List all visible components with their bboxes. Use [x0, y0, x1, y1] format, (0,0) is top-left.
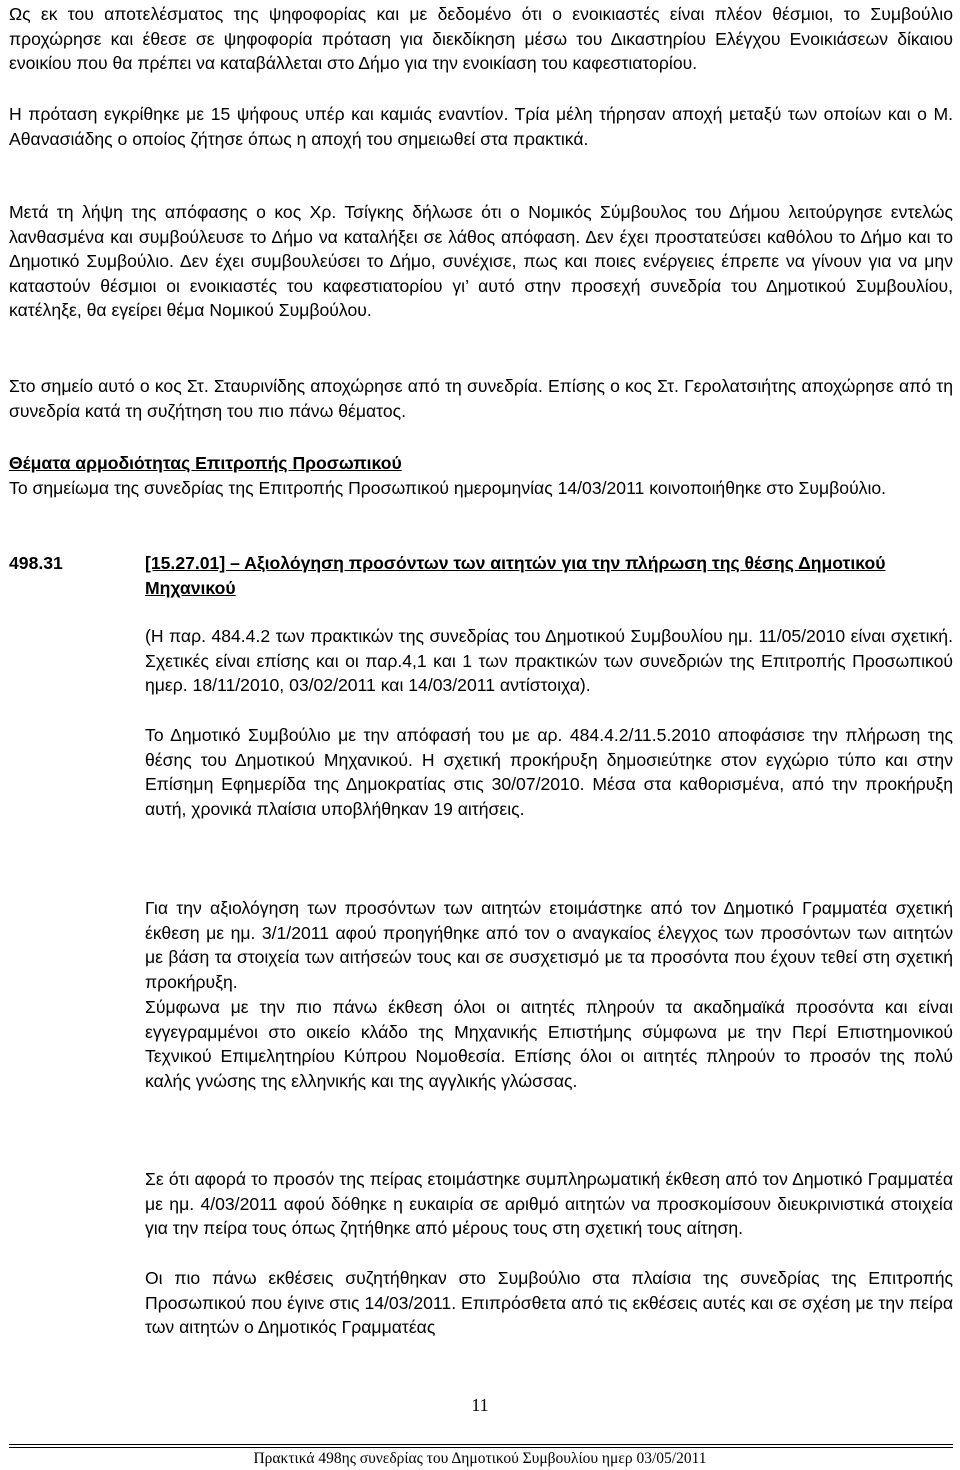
footer-divider-inner — [9, 1447, 953, 1448]
footer-divider — [9, 1444, 953, 1445]
paragraph-proposal-approved: Η πρόταση εγκρίθηκε με 15 ψήφους υπέρ και καμιάς εναντίον. Τρία μέλη τήρησαν αποχή μεταξύ των οποίων και ο Μ. Αθανασιάδης ο οποίος ζήτησε όπως η αποχή του σημειωθεί στα πρακτικά. — [9, 104, 953, 149]
section-heading: Θέματα αρμοδιότητας Επιτροπής Προσωπικού — [9, 453, 402, 473]
paragraph-council-decision: Το Δημοτικό Συμβούλιο με την απόφασή του με αρ. 484.4.2/11.5.2010 αποφάσισε την πλήρωση της θέσης του Δημοτικού Μηχανικού. Η σχετική προκήρυξη δημοσιεύτηκε στον εγχώριο τύπο και στην Επίσημη Εφημερίδα της Δημοκρατίας στις 30/07/2010. Μέσα στα καθορισμένα, από την προκήρυξη αυτή, χρονικά πλαίσια υποβλήθηκαν 19 αιτήσεις. — [145, 725, 953, 819]
page-number: 11 — [471, 1395, 489, 1415]
paragraph-committee-note: Το σημείωμα της συνεδρίας της Επιτροπής Προσωπικού ημερομηνίας 14/03/2011 κοινοποιήθηκε στο Συμβούλιο. — [9, 478, 887, 498]
paragraph-academic-qualifications: Σύμφωνα με την πιο πάνω έκθεση όλοι οι αιτητές πληρούν τα ακαδημαϊκά προσόντα και είναι εγγεγραμμένοι στο οικείο κλάδο της Μηχανικής Επιστήμης σύμφωνα με την Περί Επιστημονικού Τεχνικού Επιμελητηρίου Κύπρου Νομοθεσία. Επίσης όλοι οι αιτητές πληρούν το προσόν της πολύ καλής γνώσης της ελληνικής και της αγγλικής γλώσσας. — [145, 997, 953, 1091]
item-title: [15.27.01] – Αξιολόγηση προσόντων των αιτητών για την πλήρωση της θέσης Δημοτικού Μηχανικού — [145, 553, 886, 598]
paragraph-vote-outcome: Ως εκ του αποτελέσματος της ψηφοφορίας και με δεδομένο ότι ο ενοικιαστές είναι πλέον θέσμιοι, το Συμβούλιο προχώρησε και έθεσε σε ψηφοφορία πρόταση για διεκδίκηση μέσω του Δικαστηρίου Ελέγχου Ενοικιάσεων δίκαιου ενοικίου που θα πρέπει να καταβάλλεται στο Δήμο για την ενοικίαση του καφεστιατορίου. — [9, 4, 953, 74]
paragraph-evaluation-report: Για την αξιολόγηση των προσόντων των αιτητών ετοιμάστηκε από τον Δημοτικό Γραμματέα σχετική έκθεση με ημ. 3/1/2011 αφού προηγήθηκε από τον ο αναγκαίος έλεγχος των προσόντων των αιτητών με βάση τα στοιχεία των αιτήσεών τους και σε συσχετισμό με τα προσόντα που έχουν τεθεί στη σχετική προκήρυξη. — [145, 898, 953, 992]
item-number: 498.31 — [9, 553, 63, 573]
page-footer: Πρακτικά 498ης συνεδρίας του Δημοτικού Συμβουλίου ημερ 03/05/2011 — [253, 1450, 707, 1467]
paragraph-experience-report: Σε ότι αφορά το προσόν της πείρας ετοιμάστηκε συμπληρωματική έκθεση από τον Δημοτικό Γραμματέα με ημ. 4/03/2011 αφού δόθηκε η ευκαιρία σε αριθμό αιτητών να προσκομίσουν διευκρινιστικά στοιχεία για την πείρα τους όπως ζητήθηκε από μέρους τους στη σχετική τους αίτηση. — [145, 1169, 953, 1239]
paragraph-related-minutes: (Η παρ. 484.4.2 των πρακτικών της συνεδρίας του Δημοτικού Συμβουλίου ημ. 11/05/2010 είναι σχετική. Σχετικές είναι επίσης και οι παρ.4,1 και 1 των πρακτικών των συνεδριών της Επιτροπής Προσωπικού ημερ. 18/11/2010, 03/02/2011 και 14/03/2011 αντίστοιχα). — [145, 626, 953, 696]
paragraph-members-left: Στο σημείο αυτό ο κος Στ. Σταυρινίδης αποχώρησε από τη συνεδρία. Επίσης ο κος Στ. Γερολατσιήτης αποχώρησε από τη συνεδρία κατά τη συζήτηση του πιο πάνω θέματος. — [9, 376, 953, 421]
paragraph-reports-discussed: Οι πιο πάνω εκθέσεις συζητήθηκαν στο Συμβούλιο στα πλαίσια της συνεδρίας της Επιτροπής Προσωπικού που έγινε στις 14/03/2011. Επιπρόσθετα από τις εκθέσεις αυτές και σε σχέση με την πείρα των αιτητών ο Δημοτικός Γραμματέας — [145, 1268, 953, 1338]
paragraph-tsigkis-statement: Μετά τη λήψη της απόφασης ο κος Χρ. Τσίγκης δήλωσε ότι ο Νομικός Σύμβουλος του Δήμου λειτούργησε εντελώς λανθασμένα και συμβούλευσε το Δήμο να καταλήξει σε λάθος απόφαση. Δεν έχει προστατεύσει καθόλου το Δήμο και το Δημοτικό Συμβούλιο. Δεν έχει συμβουλεύσει το Δήμο, συνέχισε, πως και ποιες ενέργειες έπρεπε να γίνουν για να μην καταστούν θέσμιοι οι ενοικιαστές του καφεστιατορίου γι’ αυτό στην προσεχή συνεδρία του Δημοτικού Συμβουλίου, κατέληξε, θα εγείρει θέμα Νομικού Συμβούλου. — [9, 202, 953, 321]
